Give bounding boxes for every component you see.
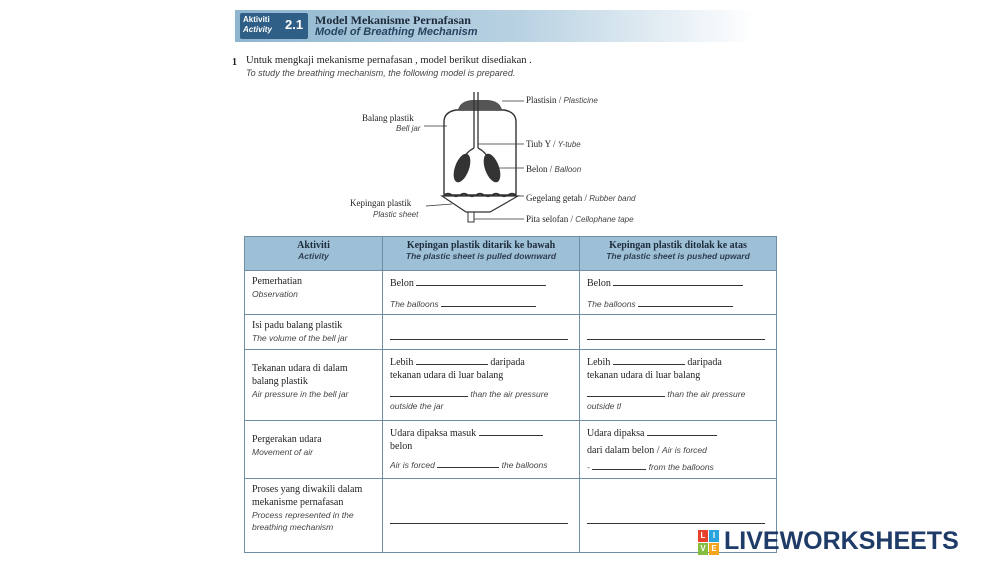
label-balloon: Belon / Balloon	[526, 164, 582, 174]
answer-blank-movement-pull[interactable]	[479, 425, 543, 436]
table-header-row	[245, 237, 777, 271]
badge-label-ms: Aktiviti	[243, 15, 270, 24]
question-text-en: To study the breathing mechanism, the following model is prepared.	[246, 68, 516, 78]
logo-letter-l: L	[698, 530, 708, 542]
answer-blank-observation-pull[interactable]	[416, 275, 546, 286]
header-activity: Aktiviti Activity	[245, 237, 383, 271]
question-text-ms: Untuk mengkaji mekanisme pernafasan , model berikut disediakan .	[246, 55, 532, 66]
row-process-ms: Proses yang diwakili dalam mekanisme pernafasan	[252, 484, 363, 508]
table-row-pressure: Tekanan udara di dalam balang plastik Air pressure in the bell jar Lebih daripada tekanan udara di luar balang than the air pressure outside the jar Lebih daripada tekanan udara di luar balang than the air pressure outside tl	[245, 350, 777, 421]
activity-title-ms: Model Mekanisme Pernafasan	[315, 13, 471, 27]
plasticine-shape	[458, 100, 502, 110]
header-pushed: Kepingan plastik ditolak ke atas The plastic sheet is pushed upward	[580, 237, 777, 271]
row-volume-en: The volume of the bell jar	[252, 333, 348, 343]
row-volume-ms: Isi padu balang plastik	[252, 320, 343, 331]
activity-table	[244, 236, 777, 553]
balloon-left	[450, 152, 473, 185]
row-movement-ms: Pergerakan udara	[252, 434, 322, 445]
badge-number: 2.1	[285, 17, 304, 32]
label-plasticine: Plastisin / Plasticine	[526, 95, 598, 105]
answer-blank-pressure-push[interactable]	[613, 354, 685, 365]
logo-letter-e: E	[709, 543, 719, 555]
label-rubber-band: Gegelang getah / Rubber band	[526, 193, 636, 203]
row-observation-ms: Pemerhatian	[252, 276, 302, 287]
table-row-movement: Pergerakan udara Movement of air Udara dipaksa masuk belon Air is forced the balloons Udara dipaksa dari dalam belon / Air is forced - from the balloons	[245, 421, 777, 479]
cellophane-tape	[468, 212, 474, 222]
logo-letter-v: V	[698, 543, 708, 555]
label-bell-jar-en: Bell jar	[396, 124, 421, 133]
answer-blank-pressure-pull-en[interactable]	[390, 386, 468, 397]
label-plastic-sheet-en: Plastic sheet	[373, 210, 419, 219]
table-row-volume	[245, 315, 777, 350]
answer-blank-observation-pull-en[interactable]	[441, 296, 536, 307]
logo-mark	[698, 530, 720, 556]
table-row-process	[245, 479, 777, 553]
answer-blank-observation-push-en[interactable]	[638, 296, 733, 307]
logo-letter-i: I	[709, 530, 719, 542]
plastic-sheet	[442, 196, 518, 212]
header-pulled: Kepingan plastik ditarik ke bawah The plastic sheet is pulled downward	[383, 237, 580, 271]
row-movement-en: Movement of air	[252, 447, 313, 457]
bell-jar-outline	[444, 110, 516, 195]
row-pressure-en: Air pressure in the bell jar	[252, 389, 349, 399]
label-cellophane-tape: Pita selofan / Cellophane tape	[526, 214, 634, 224]
label-y-tube: Tiub Y / Y-tube	[526, 139, 581, 149]
question-number: 1	[232, 57, 237, 68]
answer-blank-pressure-push-en[interactable]	[587, 386, 665, 397]
row-pressure-ms: Tekanan udara di dalam balang plastik	[252, 363, 348, 387]
row-observation-en: Observation	[252, 289, 298, 299]
table-row-observation: Pemerhatian Observation Belon The balloons Belon The balloons	[245, 271, 777, 315]
answer-blank-observation-push[interactable]	[613, 275, 743, 286]
answer-blank-process-push[interactable]	[587, 513, 765, 524]
answer-blank-movement-push[interactable]	[647, 425, 717, 436]
logo-text: LIVEWORKSHEETS	[724, 527, 959, 555]
label-plastic-sheet-ms: Kepingan plastik	[350, 198, 412, 208]
answer-blank-volume-pull[interactable]	[390, 329, 568, 340]
activity-title-en: Model of Breathing Mechanism	[315, 26, 478, 38]
badge-label-en: Activity	[243, 25, 272, 34]
row-process-en: Process represented in the breathing mechanism	[252, 510, 354, 532]
answer-blank-movement-pull-en[interactable]	[437, 457, 499, 468]
answer-blank-volume-push[interactable]	[587, 329, 765, 340]
label-bell-jar-ms: Balang plastik	[362, 113, 414, 123]
answer-blank-pressure-pull[interactable]	[416, 354, 488, 365]
answer-blank-process-pull[interactable]	[390, 513, 568, 524]
answer-blank-movement-push-en[interactable]	[592, 459, 646, 470]
